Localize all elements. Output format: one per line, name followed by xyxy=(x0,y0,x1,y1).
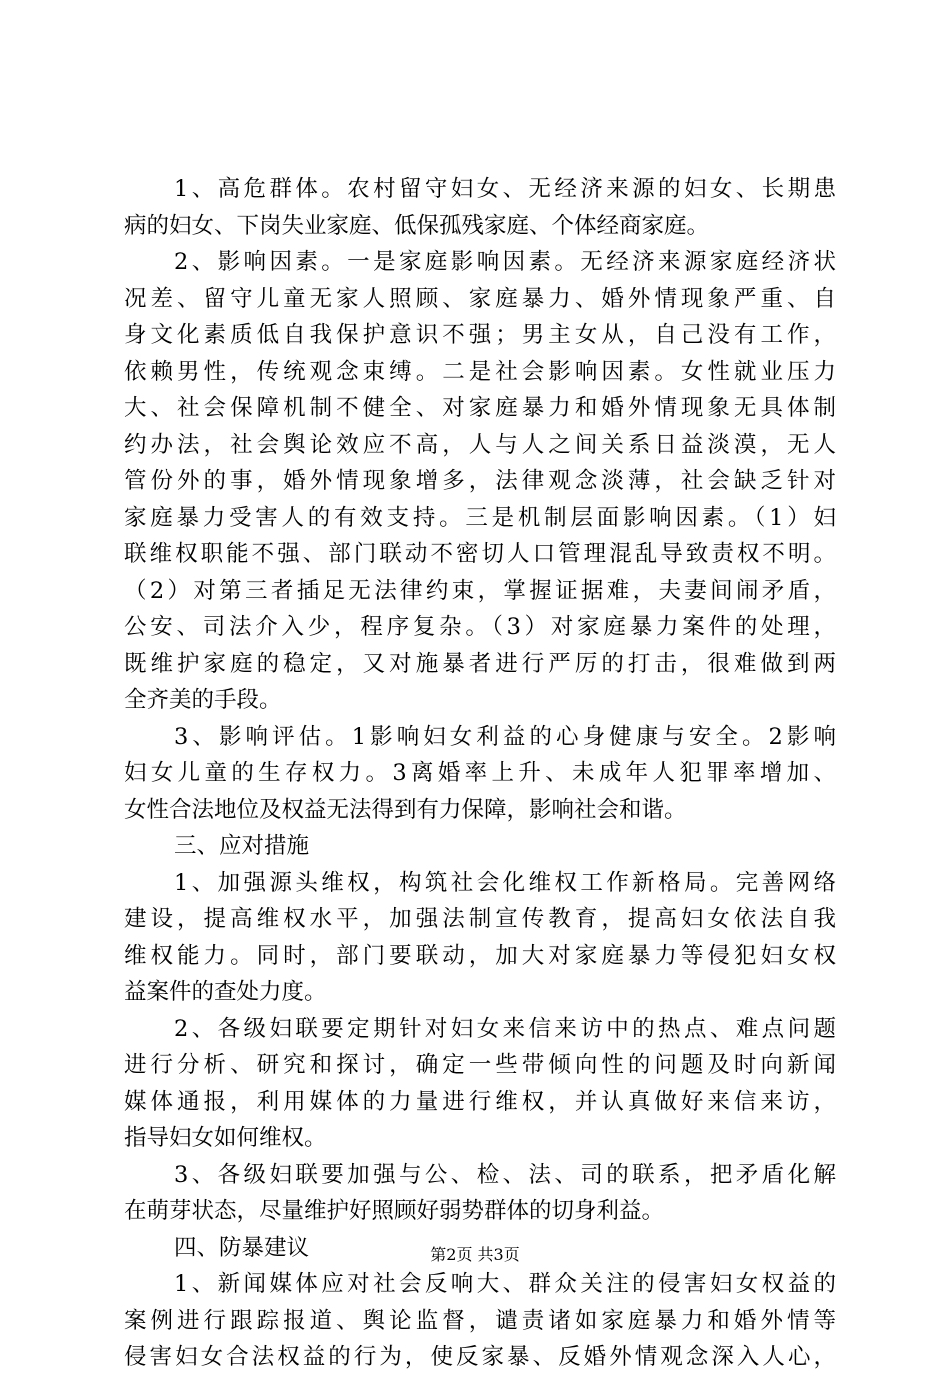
text-line: 3、影响评估。1影响妇女利益的心身健康与安全。2影响 xyxy=(174,723,836,750)
text-line: 既维护家庭的稳定，又对施暴者进行严厉的打击，很难做到两 xyxy=(124,650,836,677)
text-line: 2、影响因素。一是家庭影响因素。无经济来源家庭经济状 xyxy=(174,249,836,275)
text-line: 妇女儿童的生存权力。3离婚率上升、未成年人犯罪率增加、 xyxy=(124,760,836,786)
text-line: 案例进行跟踪报道、舆论监督，谴责诸如家庭暴力和婚外情等 xyxy=(124,1307,836,1334)
page-footer: 第2页 共3页 xyxy=(430,1245,520,1264)
text-line: 管份外的事，婚外情现象增多，法律观念淡薄，社会缺乏针对 xyxy=(124,468,836,494)
text-line: 三、应对措施 xyxy=(174,833,310,859)
text-line: 媒体通报，利用媒体的力量进行维权，并认真做好来信来访， xyxy=(124,1088,836,1115)
text-line: 建设，提高维权水平，加强法制宣传教育，提高妇女依法自我 xyxy=(124,906,836,932)
text-line: 1、新闻媒体应对社会反响大、群众关注的侵害妇女权益的 xyxy=(174,1271,836,1297)
text-line: 大、社会保障机制不健全、对家庭暴力和婚外情现象无具体制 xyxy=(124,395,836,421)
text-line: 家庭暴力受害人的有效支持。三是机制层面影响因素。（1）妇 xyxy=(124,504,836,531)
text-line: 3、各级妇联要加强与公、检、法、司的联系，把矛盾化解 xyxy=(174,1161,836,1188)
text-line: 指导妇女如何维权。 xyxy=(124,1125,327,1151)
text-line: 女性合法地位及权益无法得到有力保障，影响社会和谐。 xyxy=(124,796,687,823)
text-line: 1、高危群体。农村留守妇女、无经济来源的妇女、长期患 xyxy=(174,176,836,202)
text-line: 益案件的查处力度。 xyxy=(124,979,327,1005)
text-line: 在萌芽状态，尽量维护好照顾好弱势群体的切身利益。 xyxy=(124,1198,665,1224)
text-line: 侵害妇女合法权益的行为，使反家暴、反婚外情观念深入人心， xyxy=(124,1344,836,1370)
text-line: 2、各级妇联要定期针对妇女来信来访中的热点、难点问题 xyxy=(174,1015,836,1042)
text-line: 全齐美的手段。 xyxy=(124,687,282,713)
text-line: 况差、留守儿童无家人照顾、家庭暴力、婚外情现象严重、自 xyxy=(124,285,836,312)
text-line: 联维权职能不强、部门联动不密切人口管理混乱导致责权不明。 xyxy=(124,541,836,567)
text-line: 身文化素质低自我保护意识不强；男主女从，自己没有工作， xyxy=(124,322,836,348)
body-text xyxy=(124,171,836,1376)
text-line: 依赖男性，传统观念束缚。二是社会影响因素。女性就业压力 xyxy=(124,358,836,385)
text-line: （2）对第三者插足无法律约束，掌握证据难，夫妻间闹矛盾， xyxy=(124,577,836,604)
text-line: 维权能力。同时，部门要联动，加大对家庭暴力等侵犯妇女权 xyxy=(124,942,836,969)
text-line: 公安、司法介入少，程序复杂。（3）对家庭暴力案件的处理， xyxy=(124,614,836,640)
text-line: 病的妇女、下岗失业家庭、低保孤残家庭、个体经商家庭。 xyxy=(124,212,710,239)
text-line: 四、防暴建议 xyxy=(174,1234,310,1261)
text-line: 约办法，社会舆论效应不高，人与人之间关系日益淡漠，无人 xyxy=(124,431,836,458)
text-line: 1、加强源头维权，构筑社会化维权工作新格局。完善网络 xyxy=(174,869,836,896)
text-line: 进行分析、研究和探讨，确定一些带倾向性的问题及时向新闻 xyxy=(124,1052,836,1078)
